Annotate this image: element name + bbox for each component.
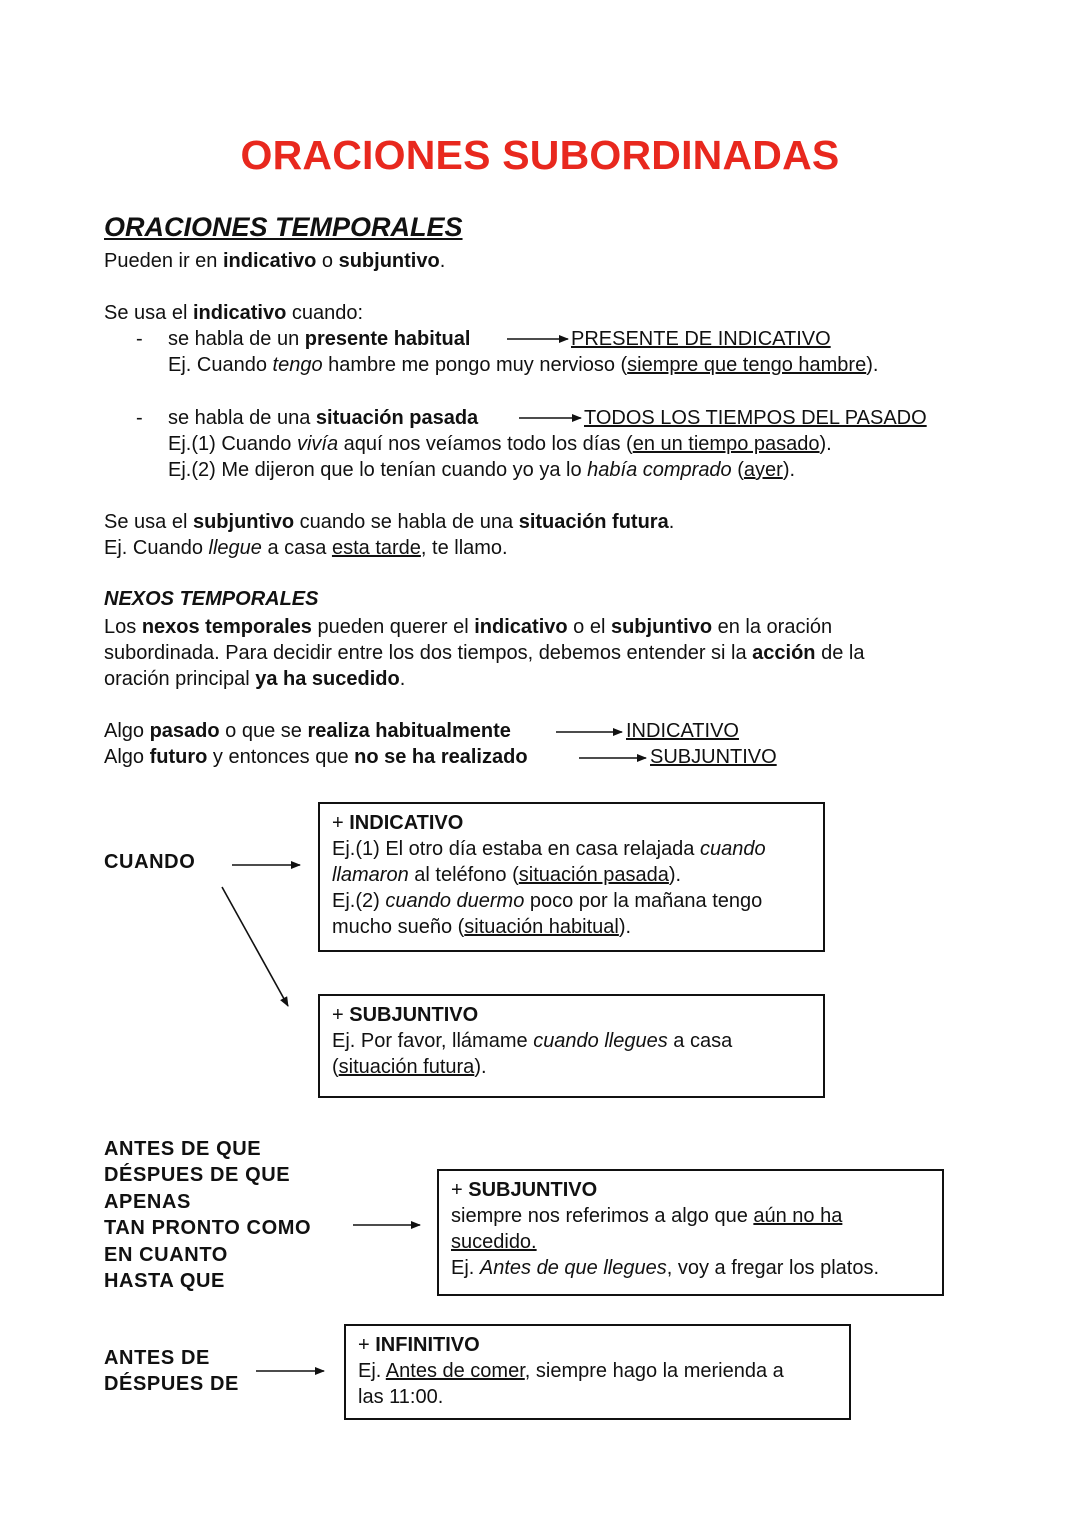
subjunctive-intro: Se usa el subjuntivo cuando se habla de una situación futura. [104, 511, 675, 533]
subjunctive-example: Ej. Cuando llegue a casa esta tarde, te llamo. [104, 537, 508, 559]
nexo-item: DÉSPUES DE [104, 1373, 239, 1396]
rule-subjunctive: Algo futuro y entonces que no se ha realizado [104, 746, 528, 768]
nexos-paragraph-line: Los nexos temporales pueden querer el indicativo o el subjuntivo en la oración [104, 616, 833, 638]
arrow-icon [222, 887, 288, 1006]
nexos-paragraph-line: oración principal ya ha sucedido. [104, 668, 406, 690]
item2-text: se habla de una situación pasada [168, 407, 479, 429]
item1-text: se habla de un presente habitual [168, 328, 471, 350]
page-title: ORACIONES SUBORDINADAS [240, 132, 840, 178]
subjunctive-box: + SUBJUNTIVO Ej. Por favor, llámame cuando llegues a casa (situación futura). [318, 994, 825, 1098]
bullet-dash: - [136, 407, 143, 429]
item1-result: PRESENTE DE INDICATIVO [571, 328, 831, 350]
infinitive-box: + INFINITIVO Ej. Antes de comer, siempre hago la merienda a las 11:00. [344, 1324, 851, 1420]
rule-indicative: Algo pasado o que se realiza habitualmente [104, 720, 511, 742]
item1-example: Ej. Cuando tengo hambre me pongo muy nervioso (siempre que tengo hambre). [168, 354, 879, 376]
item2-result: TODOS LOS TIEMPOS DEL PASADO [584, 407, 927, 429]
bullet-dash: - [136, 328, 143, 350]
nexo-item: HASTA QUE [104, 1270, 225, 1293]
nexo-item: EN CUANTO [104, 1243, 228, 1266]
nexo-item: TAN PRONTO COMO [104, 1217, 312, 1240]
nexos-heading: NEXOS TEMPORALES [104, 588, 319, 610]
nexo-item: ANTES DE [104, 1347, 210, 1369]
nexos-paragraph-line: subordinada. Para decidir entre los dos tiempos, debemos entender si la acción de la [104, 642, 865, 664]
rule-indicative-result: INDICATIVO [626, 720, 739, 742]
subjunctive-box-2: + SUBJUNTIVO siempre nos referimos a algo que aún no ha sucedido. Ej. Antes de que llegues, voy a fregar los platos. [437, 1169, 944, 1296]
nexo-item: ANTES DE QUE [104, 1138, 262, 1160]
rule-subjunctive-result: SUBJUNTIVO [650, 746, 777, 768]
item2-example-2: Ej.(2) Me dijeron que lo tenían cuando yo ya lo había comprado (ayer). [168, 459, 796, 481]
section-heading: ORACIONES TEMPORALES [104, 212, 463, 242]
nexo-item: APENAS [104, 1190, 191, 1213]
intro-text: Pueden ir en indicativo o subjuntivo. [104, 250, 446, 272]
indicative-box: + INDICATIVO Ej.(1) El otro día estaba en casa relajada cuando llamaron al teléfono (situación pasada). Ej.(2) cuando duermo poco por la mañana tengo mucho sueño (situación habitual). [318, 802, 825, 952]
cuando-label: CUANDO [104, 851, 196, 873]
nexo-item: DÉSPUES DE QUE [104, 1164, 291, 1187]
item2-example-1: Ej.(1) Cuando vivía aquí nos veíamos todo los días (en un tiempo pasado). [168, 433, 832, 455]
indicative-intro: Se usa el indicativo cuando: [104, 302, 364, 324]
